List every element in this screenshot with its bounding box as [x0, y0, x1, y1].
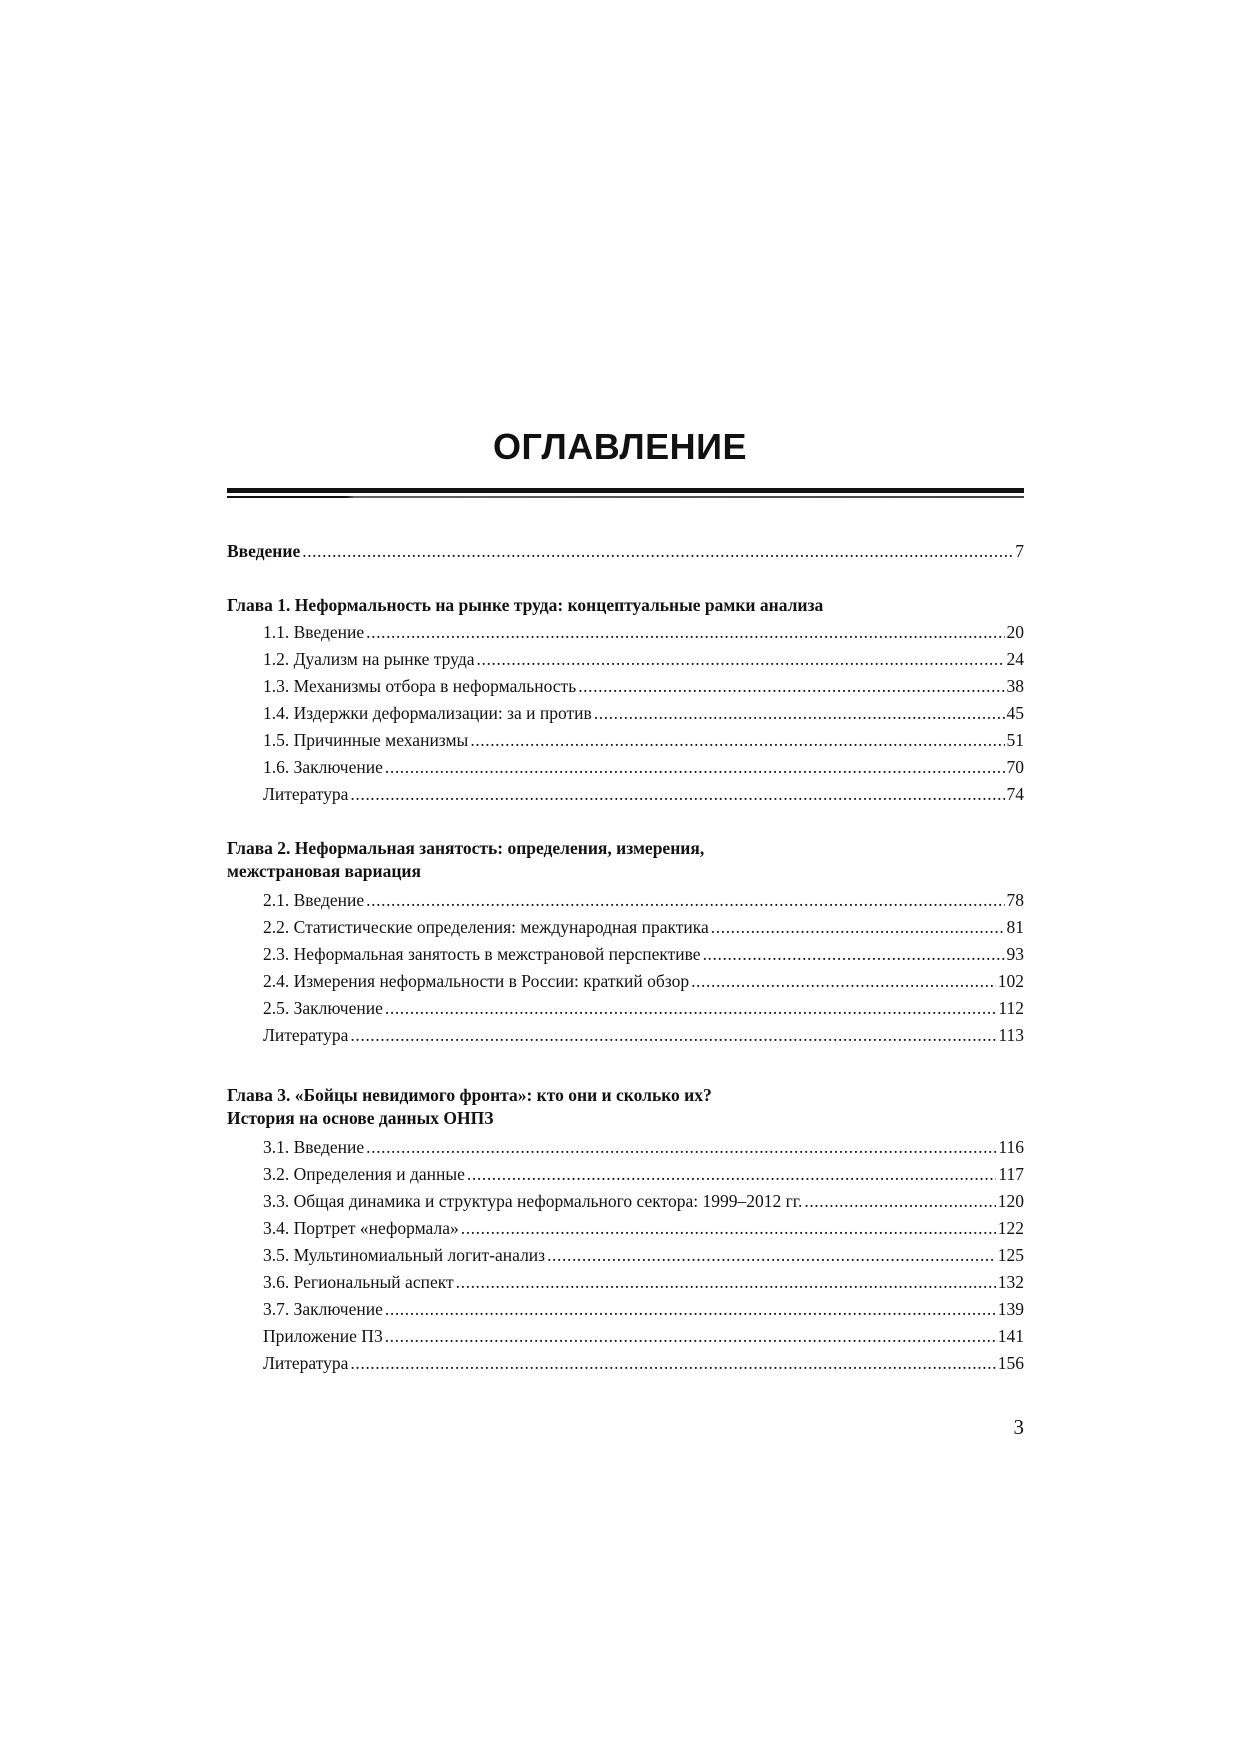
toc-entry-label: 3.6. Региональный аспект — [263, 1272, 454, 1292]
dot-leader — [385, 1298, 996, 1320]
toc-entry-label: Литература — [263, 1025, 349, 1045]
toc-entry[interactable] — [263, 943, 1024, 965]
toc-entry-label: 2.5. Заключение — [263, 998, 383, 1018]
toc-entry-page: 38 — [1006, 676, 1024, 696]
toc-entry[interactable] — [263, 1325, 1024, 1347]
toc-entry-intro[interactable] — [227, 540, 1024, 562]
chapter-3-heading — [227, 1084, 1024, 1130]
chapter-2-heading — [227, 837, 1024, 883]
toc-entry-page: 93 — [1006, 944, 1024, 964]
toc-entry-label: Литература — [263, 784, 349, 804]
dot-leader — [385, 997, 997, 1019]
toc-entry[interactable] — [263, 1271, 1024, 1293]
toc-entry-label: 2.1. Введение — [263, 890, 365, 910]
dot-leader — [350, 783, 1004, 805]
toc-entry-label: 1.3. Механизмы отбора в неформальность — [263, 676, 577, 696]
toc-entry-label: 1.6. Заключение — [263, 757, 383, 777]
dot-leader — [350, 1352, 995, 1374]
toc-entry-label: 3.2. Определения и данные — [263, 1164, 465, 1184]
toc-entry[interactable] — [263, 702, 1024, 724]
toc-entry[interactable] — [263, 970, 1024, 992]
chapter-1-heading — [227, 594, 1024, 617]
toc-entry[interactable] — [263, 997, 1024, 1019]
dot-leader — [366, 1136, 996, 1158]
toc-entry[interactable] — [263, 621, 1024, 643]
toc-entry-page: 51 — [1006, 730, 1024, 750]
toc-entry-label: 2.2. Статистические определения: международная практика — [263, 917, 709, 937]
toc-entry[interactable] — [263, 648, 1024, 670]
toc-entry-label: 1.5. Причинные механизмы — [263, 730, 469, 750]
dot-leader — [547, 1244, 996, 1266]
toc-entry[interactable] — [263, 729, 1024, 751]
toc-entry-page: 120 — [997, 1191, 1024, 1211]
toc-entry-label: 2.4. Измерения неформальности в России: краткий обзор — [263, 971, 690, 991]
toc-entry[interactable] — [263, 1136, 1024, 1158]
toc-entry-page: 20 — [1006, 622, 1024, 642]
toc-entry-label: 3.3. Общая динамика и структура неформального сектора: 1999–2012 гг. — [263, 1191, 803, 1211]
toc-entry-page: 112 — [998, 998, 1024, 1018]
dot-leader — [477, 648, 1005, 670]
dot-leader — [366, 621, 1004, 643]
dot-leader — [350, 1024, 996, 1046]
toc-entry-label: 3.5. Мультиномиальный логит-анализ — [263, 1245, 546, 1265]
toc-entry-page: 7 — [1015, 541, 1024, 561]
dot-leader — [804, 1190, 995, 1212]
toc-entry-label: Введение — [227, 541, 301, 561]
title-rule-thick — [227, 488, 1024, 493]
toc-entry-label: 3.4. Портрет «неформала» — [263, 1218, 459, 1238]
toc-entry-page: 45 — [1006, 703, 1024, 723]
toc-entry[interactable] — [263, 1244, 1024, 1266]
chapter-title-line: История на основе данных ОНПЗ — [227, 1108, 494, 1128]
toc-entry-page: 81 — [1006, 917, 1024, 937]
dot-leader — [711, 916, 1005, 938]
dot-leader — [385, 1325, 996, 1347]
toc-entry-page: 24 — [1006, 649, 1024, 669]
toc-entry[interactable] — [263, 675, 1024, 697]
toc-entry-page: 132 — [997, 1272, 1024, 1292]
toc-entry-page: 78 — [1006, 890, 1024, 910]
page-number: 3 — [1013, 1415, 1024, 1439]
toc-entry-page: 113 — [998, 1025, 1024, 1045]
dot-leader — [385, 756, 1005, 778]
chapter-title-line: Глава 1. Неформальность на рынке труда: концептуальные рамки анализа — [227, 595, 824, 615]
toc-entry-page: 74 — [1006, 784, 1024, 804]
toc-entry-label: 1.2. Дуализм на рынке труда — [263, 649, 475, 669]
toc-entry-page: 102 — [997, 971, 1024, 991]
dot-leader — [456, 1271, 996, 1293]
toc-entry-label: 3.1. Введение — [263, 1137, 365, 1157]
toc-entry-label: Литература — [263, 1353, 349, 1373]
toc-entry[interactable] — [263, 889, 1024, 911]
dot-leader — [703, 943, 1005, 965]
dot-leader — [366, 889, 1004, 911]
toc-entry-page: 141 — [997, 1326, 1024, 1346]
chapter-title-line: Глава 2. Неформальная занятость: определения, измерения, — [227, 838, 705, 858]
chapter-title-line: межстрановая вариация — [227, 861, 421, 881]
toc-entry-label: 2.3. Неформальная занятость в межстрановой перспективе — [263, 944, 701, 964]
toc-entry[interactable] — [263, 1163, 1024, 1185]
toc-entry[interactable] — [263, 783, 1024, 805]
toc-entry-page: 125 — [997, 1245, 1024, 1265]
toc-entry[interactable] — [263, 756, 1024, 778]
toc-entry-page: 116 — [998, 1137, 1024, 1157]
page-title: ОГЛАВЛЕНИЕ — [492, 426, 748, 467]
toc-entry[interactable] — [263, 1190, 1024, 1212]
toc-entry-page: 117 — [998, 1164, 1024, 1184]
dot-leader — [461, 1217, 996, 1239]
toc-entry[interactable] — [263, 1024, 1024, 1046]
toc-entry-page: 156 — [997, 1353, 1024, 1373]
chapter-title-line: Глава 3. «Бойцы невидимого фронта»: кто они и сколько их? — [227, 1085, 712, 1105]
toc-entry-label: 3.7. Заключение — [263, 1299, 383, 1319]
toc-entry[interactable] — [263, 1298, 1024, 1320]
toc-entry[interactable] — [263, 1217, 1024, 1239]
toc-entry[interactable] — [263, 1352, 1024, 1374]
toc-entry-label: 1.4. Издержки деформализации: за и против — [263, 703, 592, 723]
toc-entry-label: 1.1. Введение — [263, 622, 365, 642]
toc-entry-page: 70 — [1006, 757, 1024, 777]
dot-leader — [594, 702, 1005, 724]
dot-leader — [302, 540, 1013, 562]
dot-leader — [691, 970, 996, 992]
toc-entry[interactable] — [263, 916, 1024, 938]
toc-entry-page: 122 — [997, 1218, 1024, 1238]
dot-leader — [578, 675, 1004, 697]
toc-entry-label: Приложение П3 — [263, 1326, 383, 1346]
dot-leader — [470, 729, 1004, 751]
dot-leader — [467, 1163, 996, 1185]
toc-entry-page: 139 — [997, 1299, 1024, 1319]
title-rule-thin — [227, 496, 1024, 498]
